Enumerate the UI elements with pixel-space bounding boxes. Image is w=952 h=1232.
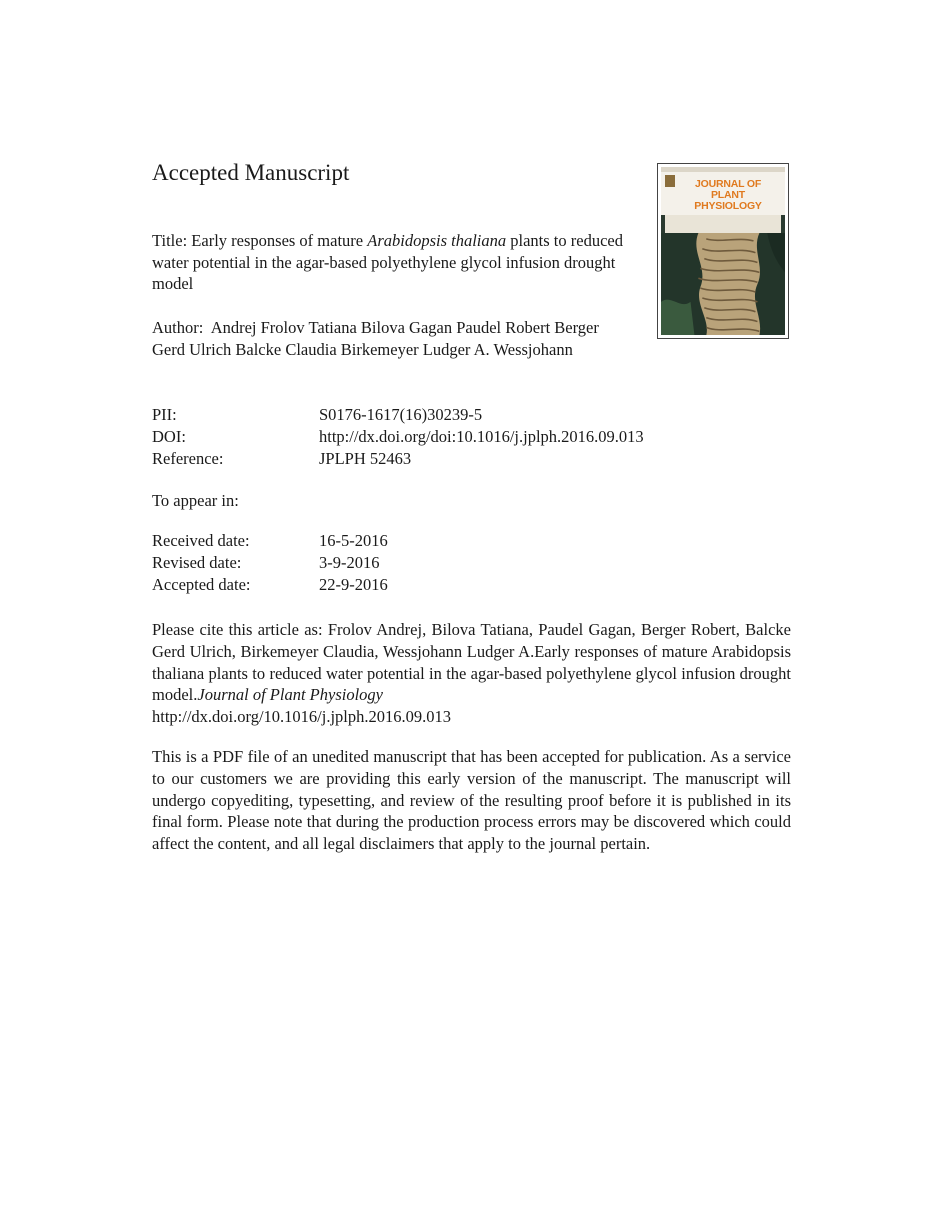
cover-journal-title: JOURNAL OF PLANT PHYSIOLOGY: [694, 178, 762, 212]
article-authors: [152, 317, 622, 360]
identifier-list: [152, 404, 644, 470]
title-text-start: Early responses of mature: [191, 231, 368, 250]
date-key: Accepted date:: [152, 575, 251, 594]
to-appear-label: To appear in:: [152, 491, 239, 510]
cover-top-strip: [661, 167, 785, 172]
date-value: 22-9-2016: [319, 575, 388, 594]
citation-paragraph: [152, 619, 791, 728]
date-value: 3-9-2016: [319, 553, 380, 572]
journal-cover-image: [657, 163, 789, 339]
identifier-row: [152, 404, 644, 426]
date-value: 16-5-2016: [319, 531, 388, 550]
citation-journal: Journal of Plant Physiology: [197, 685, 383, 705]
date-row: [152, 552, 388, 574]
publisher-logo-icon: [665, 175, 675, 187]
identifier-key: DOI:: [152, 427, 186, 446]
cover-subtitle-band: [665, 215, 781, 233]
date-key: Revised date:: [152, 553, 242, 572]
date-key: Received date:: [152, 531, 250, 550]
cover-photo: [661, 233, 785, 335]
page-heading: Accepted Manuscript: [152, 160, 350, 185]
citation-url[interactable]: http://dx.doi.org/10.1016/j.jplph.2016.09.013: [152, 707, 451, 727]
identifier-row: [152, 426, 644, 448]
title-species: Arabidopsis thaliana: [367, 231, 507, 250]
article-title: [152, 230, 642, 295]
citation-text: Please cite this article as: Frolov Andrej, Bilova Tatiana, Paudel Gagan, Berger Robert, Balcke Gerd Ulrich, Birkemeyer Claudia, Wessjohann Ludger A.Early responses of mature Arabidopsis thaliana plants to reduced water potential in the agar-based polyethylene glycol infusion drought model.: [152, 620, 791, 705]
date-row: [152, 574, 388, 596]
author-label: Author:: [152, 318, 204, 337]
identifier-row: [152, 448, 644, 470]
identifier-key: PII:: [152, 405, 177, 424]
author-names: Andrej Frolov Tatiana Bilova Gagan Paudel Robert Berger Gerd Ulrich Balcke Claudia Birkemeyer Ludger A. Wessjohann: [152, 318, 599, 359]
title-text-end: plants to reduced water potential in the agar-based polyethylene glycol infusion drought model: [152, 231, 623, 293]
identifier-key: Reference:: [152, 449, 224, 468]
identifier-value: S0176-1617(16)30239-5: [319, 405, 483, 424]
cover-frame: [661, 167, 785, 335]
date-list: [152, 530, 388, 596]
date-row: [152, 530, 388, 552]
identifier-value: JPLPH 52463: [319, 449, 412, 468]
doi-link[interactable]: http://dx.doi.org/doi:10.1016/j.jplph.2016.09.013: [319, 427, 644, 446]
title-label: Title:: [152, 231, 188, 250]
disclaimer-paragraph: This is a PDF file of an unedited manuscript that has been accepted for publication. As a service to our customers we are providing this early version of the manuscript. The manuscript will undergo copyediting, typesetting, and review of the resulting proof before it is published in its final form. Please note that during the production process errors may be discovered which could affect the content, and all legal disclaimers that apply to the journal pertain.: [152, 747, 791, 854]
